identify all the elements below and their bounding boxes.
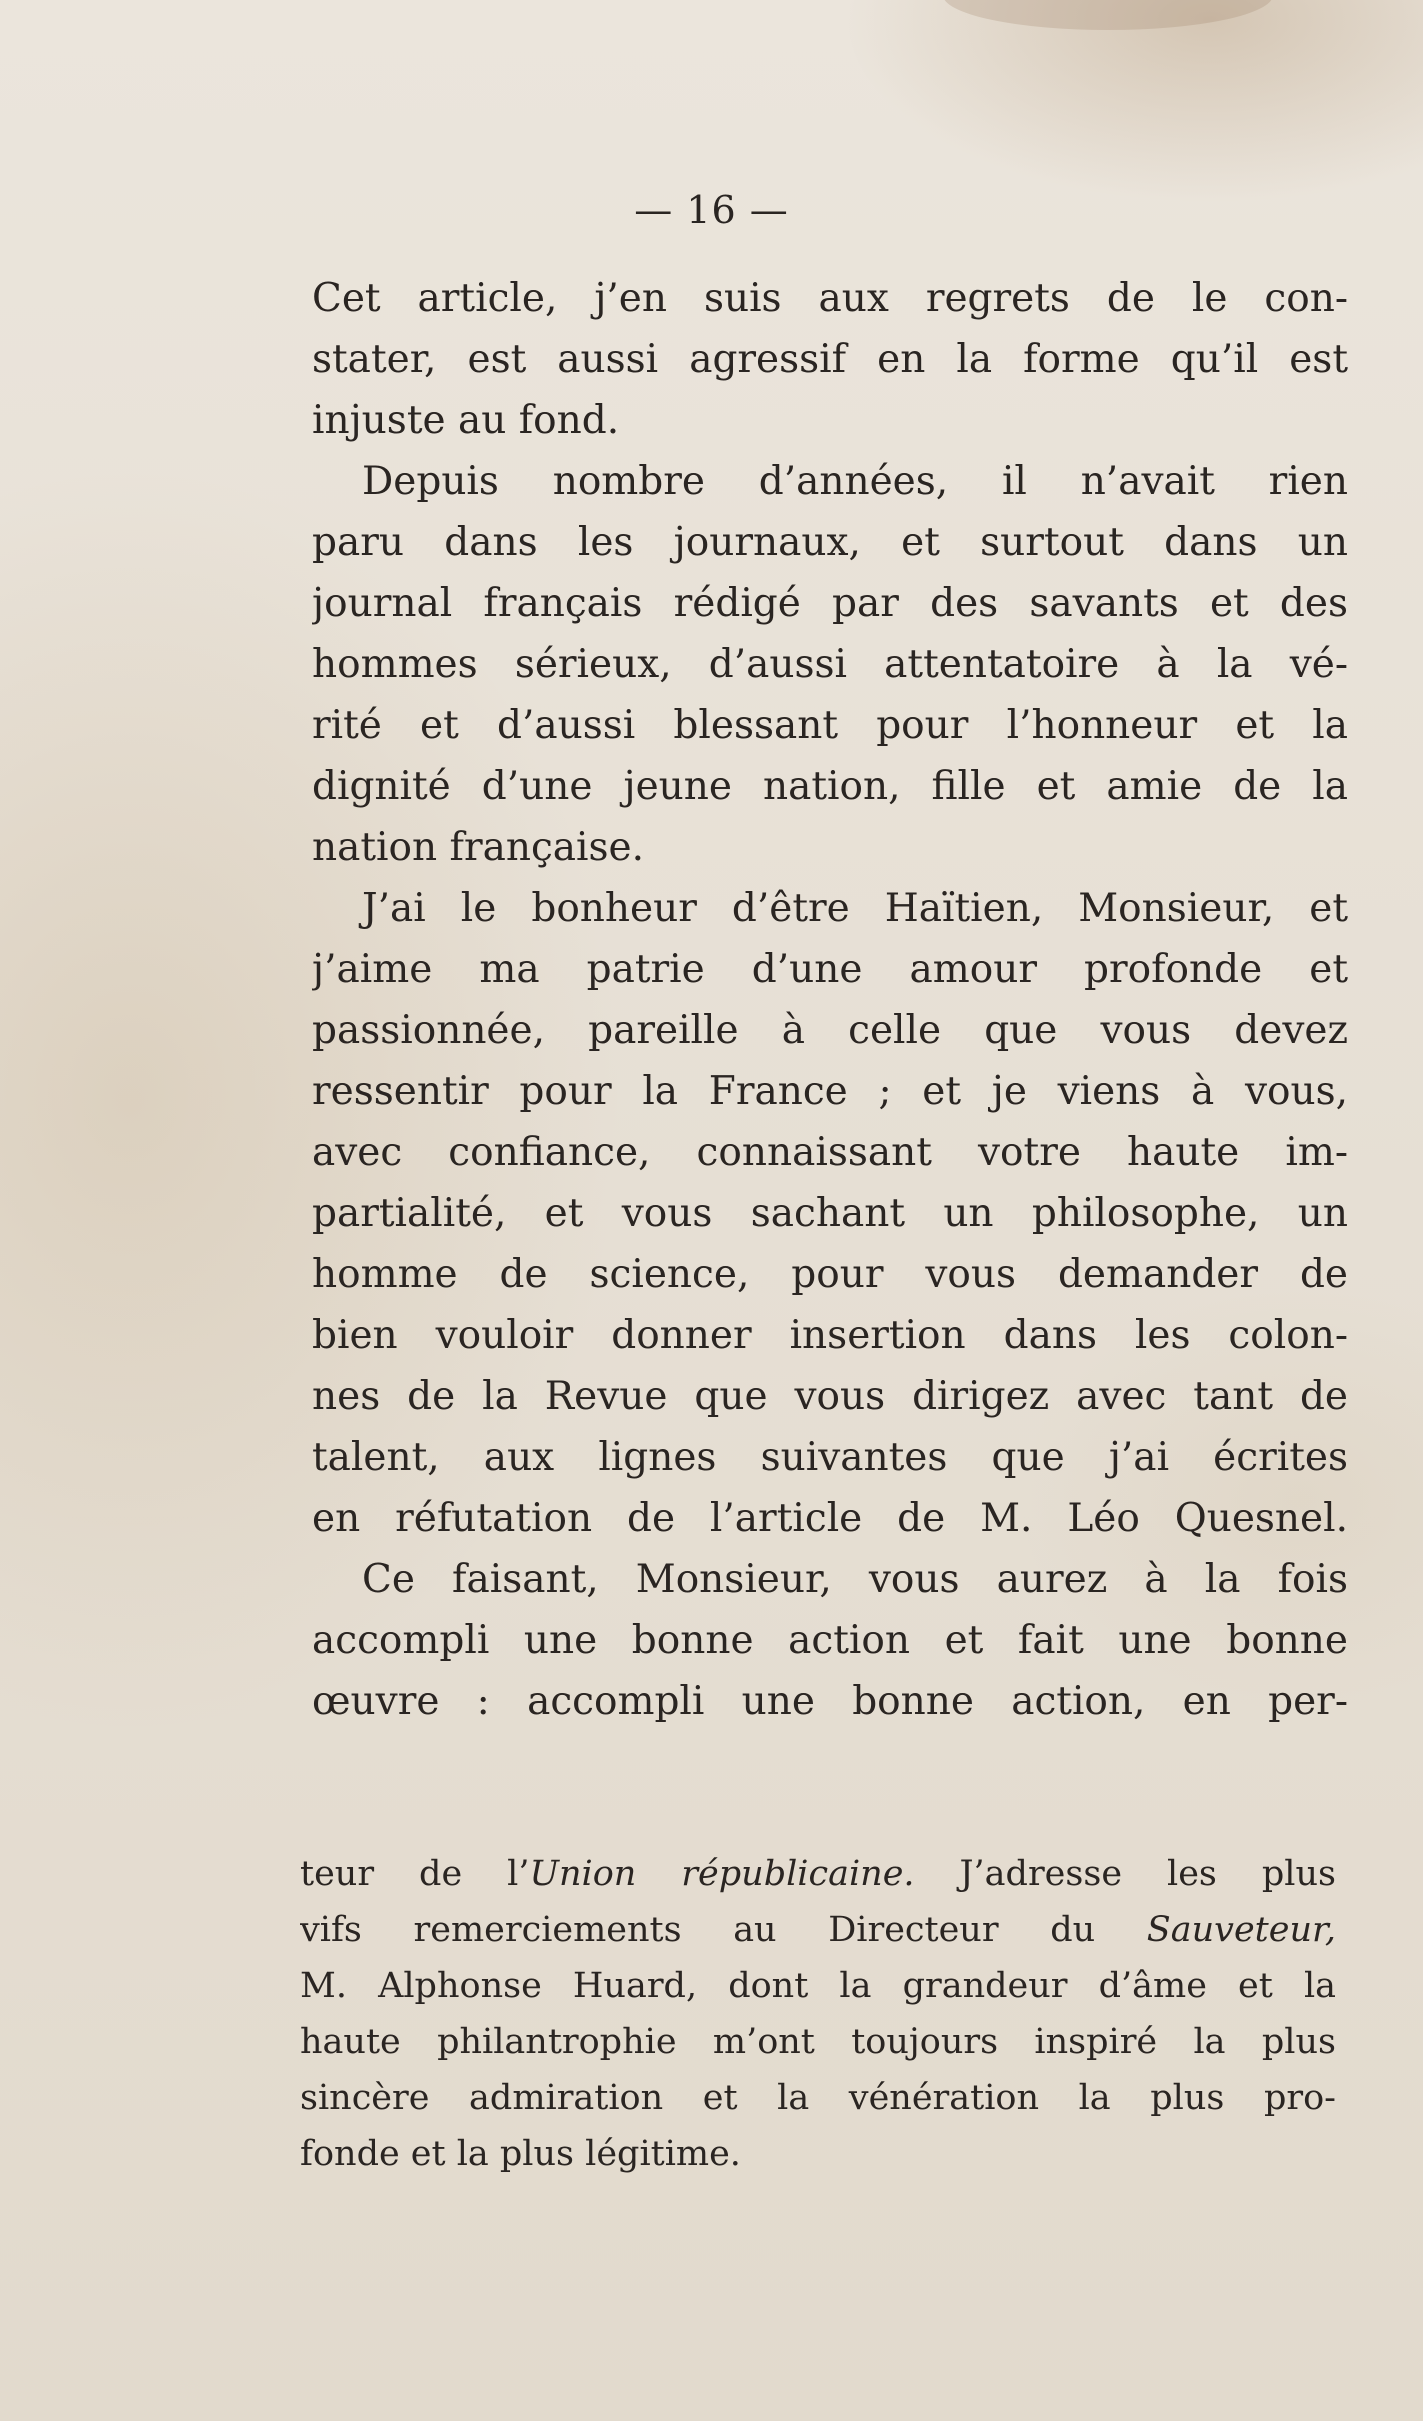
text-line: œuvre : accompli une bonne action, en per-: [312, 1679, 1348, 1724]
paper-stain: [943, 0, 1273, 30]
footnote-line: [300, 1902, 1336, 1958]
text-line: nation française.: [312, 825, 645, 870]
footnote-text: teur de l’: [300, 1854, 530, 1894]
text-line: en réfutation de l’article de M. Léo Quesnel.: [312, 1496, 1348, 1541]
page-number: — 16 —: [634, 188, 789, 232]
text-line: rité et d’aussi blessant pour l’honneur et la: [312, 703, 1348, 748]
footnote-line: [300, 1846, 1336, 1902]
text-line: stater, est aussi agressif en la forme qu’il est: [312, 337, 1348, 382]
text-line: talent, aux lignes suivantes que j’ai écrites: [312, 1435, 1348, 1480]
text-line: passionnée, pareille à celle que vous devez: [312, 1008, 1348, 1053]
text-line: paru dans les journaux, et surtout dans un: [312, 520, 1348, 565]
text-line: J’ai le bonheur d’être Haïtien, Monsieur, et: [362, 886, 1348, 931]
text-line: injuste au fond.: [312, 398, 620, 443]
footnote-line: sincère admiration et la vénération la plus pro-: [300, 2078, 1336, 2118]
text-line: Ce faisant, Monsieur, vous aurez à la fois: [362, 1557, 1348, 1602]
text-line: avec confiance, connaissant votre haute im-: [312, 1130, 1348, 1175]
footnote: [300, 1846, 1336, 2182]
text-line: Cet article, j’en suis aux regrets de le con-: [312, 276, 1348, 321]
text-line: Depuis nombre d’années, il n’avait rien: [362, 459, 1348, 504]
text-line: nes de la Revue que vous dirigez avec tant de: [312, 1374, 1348, 1419]
text-line: j’aime ma patrie d’une amour profonde et: [312, 947, 1348, 992]
text-line: partialité, et vous sachant un philosophe, un: [312, 1191, 1348, 1236]
main-text: [312, 268, 1348, 1732]
text-line: homme de science, pour vous demander de: [312, 1252, 1348, 1297]
footnote-line: fonde et la plus légitime.: [300, 2134, 741, 2174]
text-line: accompli une bonne action et fait une bonne: [312, 1618, 1348, 1663]
footnote-text: J’adresse les plus: [914, 1854, 1336, 1894]
footnote-text: vifs remerciements au Directeur du: [300, 1910, 1147, 1950]
footnote-line: haute philantrophie m’ont toujours inspiré la plus: [300, 2022, 1336, 2062]
footnote-italic: Union républicaine.: [529, 1854, 915, 1894]
text-line: journal français rédigé par des savants et des: [312, 581, 1348, 626]
text-line: hommes sérieux, d’aussi attentatoire à la vé-: [312, 642, 1348, 687]
text-line: dignité d’une jeune nation, fille et amie de la: [312, 764, 1348, 809]
text-line: bien vouloir donner insertion dans les colon-: [312, 1313, 1348, 1358]
text-line: ressentir pour la France ; et je viens à vous,: [312, 1069, 1348, 1114]
footnote-line: M. Alphonse Huard, dont la grandeur d’âme et la: [300, 1966, 1336, 2006]
footnote-italic: Sauveteur,: [1146, 1910, 1336, 1950]
